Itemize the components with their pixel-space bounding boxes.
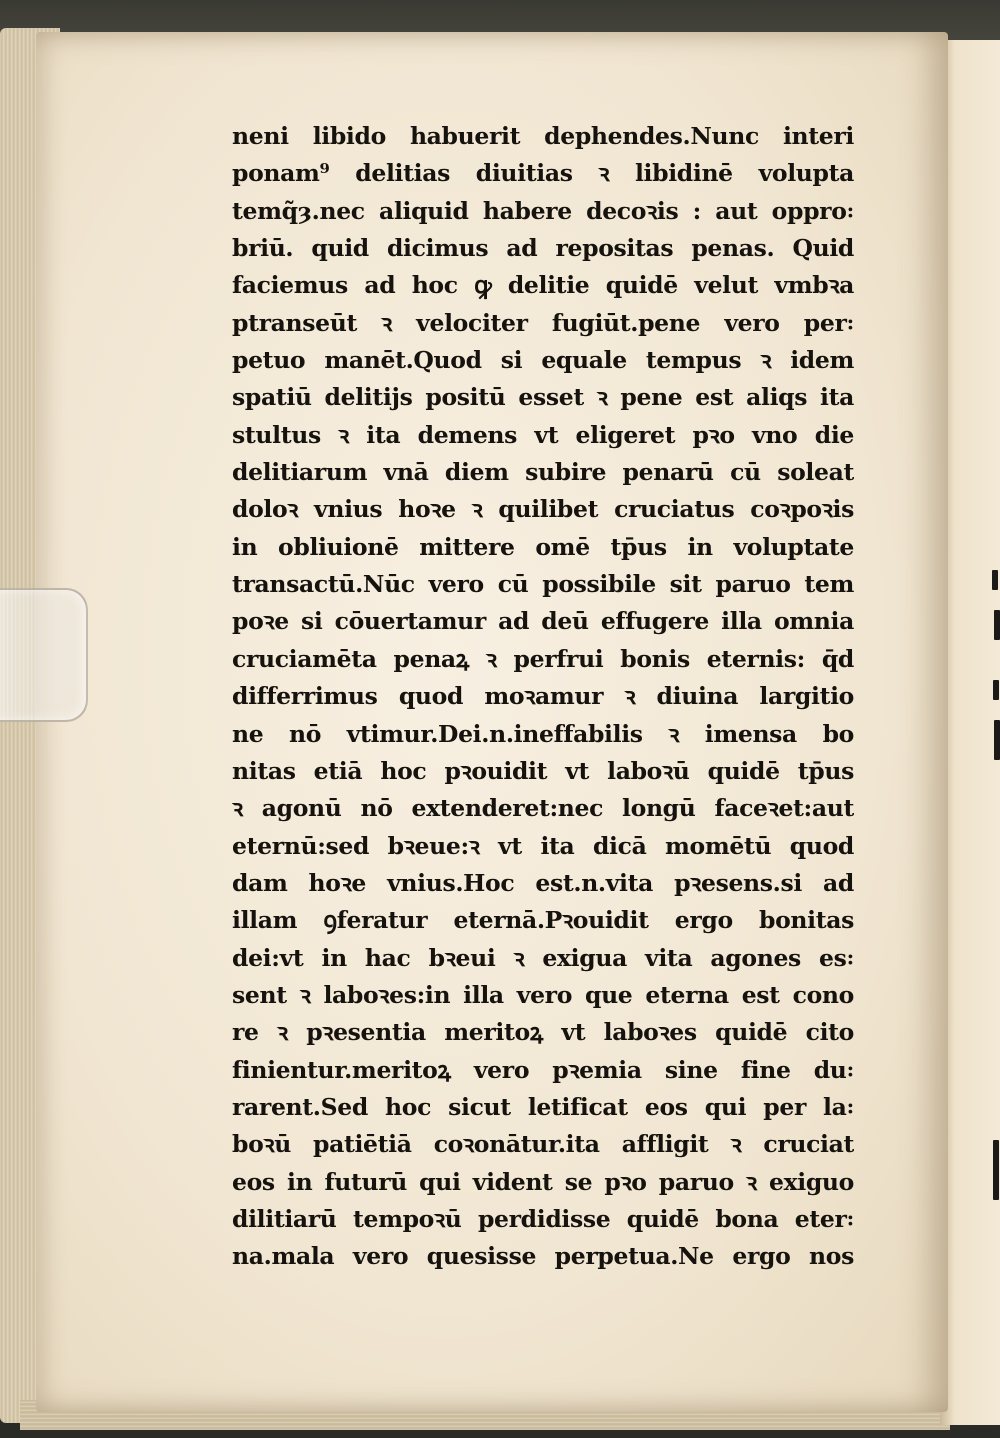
text-line: ponam⁹ delitias diuitias ꝛ libidinē volupta <box>232 159 854 188</box>
text-line: rarent.Sed hoc sicut letificat eos qui per la꞉ <box>232 1092 854 1121</box>
text-line: finientur.meritoꝝ vero pꝛemia sine fine du꞉ <box>232 1055 854 1084</box>
text-line: transactū.Nūc vero cū possibile sit paruo tem <box>232 570 854 599</box>
text-line: eos in futurū qui vident se pꝛo paruo ꝛ exiguo <box>232 1167 854 1196</box>
facing-page-edge <box>940 40 1000 1425</box>
text-line: briū. quid dicimus ad repositas penas. Quid <box>232 234 854 263</box>
text-line: nitas etiā hoc pꝛouidit vt laboꝛū quidē tp̄us <box>232 756 854 785</box>
text-line: doloꝛ vnius hoꝛe ꝛ quilibet cruciatus coꝛpoꝛis <box>232 495 854 524</box>
text-line: ptranseūt ꝛ velociter fugiūt.pene vero per꞉ <box>232 308 854 337</box>
text-line: dam hoꝛe vnius.Hoc est.n.vita pꝛesens.si ad <box>232 868 854 897</box>
facing-page-ink <box>993 680 999 700</box>
text-line: neni libido habuerit dephendes.Nunc interi <box>232 122 854 150</box>
facing-page-ink <box>992 570 998 590</box>
page-text <box>232 118 854 1276</box>
text-line: petuo manēt.Quod si equale tempus ꝛ idem <box>232 346 854 375</box>
text-line: dilitiarū tempoꝛū perdidisse quidē bona eter꞉ <box>232 1204 854 1233</box>
text-line: re ꝛ pꝛesentia meritoꝝ vt laboꝛes quidē cito <box>232 1018 854 1047</box>
facing-page-ink <box>994 610 1000 640</box>
text-line: in obliuionē mittere omē tp̄us in voluptate <box>232 532 854 561</box>
text-line: boꝛū patiētiā coꝛonātur.ita affligit ꝛ cruciat <box>232 1130 854 1159</box>
text-line: ne nō vtimur.Dei.n.ineffabilis ꝛ imensa bo <box>232 719 854 748</box>
text-line: temq̃ȝ.nec aliquid habere decoꝛis : aut oppro꞉ <box>232 196 854 225</box>
text-line: sent ꝛ laboꝛes:in illa vero que eterna est cono <box>232 980 854 1009</box>
page-clip <box>0 588 88 722</box>
text-line: poꝛe si cōuertamur ad deū effugere illa omnia <box>232 607 854 636</box>
text-line: illam ꝯferatur eternā.Pꝛouidit ergo bonitas <box>232 906 854 935</box>
facing-page-ink <box>993 1140 999 1200</box>
text-line: spatiū delitijs positū esset ꝛ pene est aliqs ita <box>232 383 854 412</box>
facing-page-ink <box>994 720 1000 760</box>
text-line: dei:vt in hac bꝛeui ꝛ exigua vita agones es꞉ <box>232 943 854 972</box>
text-line: ꝛ agonū nō extenderet:nec longū faceꝛet:aut <box>232 794 854 823</box>
text-line: faciemus ad hoc ꝙ delitie quidē velut vmbꝛa <box>232 271 854 300</box>
text-line: eternū:sed bꝛeue:ꝛ vt ita dicā momētū quod <box>232 831 854 860</box>
text-line: cruciamēta penaꝝ ꝛ perfrui bonis eternis: q̄d <box>232 644 854 673</box>
text-line: stultus ꝛ ita demens vt eligeret pꝛo vno die <box>232 420 854 449</box>
text-line: differrimus quod moꝛamur ꝛ diuina largitio <box>232 682 854 711</box>
text-line: delitiarum vnā diem subire penarū cū soleat <box>232 458 854 487</box>
text-line: na.mala vero quesisse perpetua.Ne ergo nos <box>232 1242 854 1271</box>
